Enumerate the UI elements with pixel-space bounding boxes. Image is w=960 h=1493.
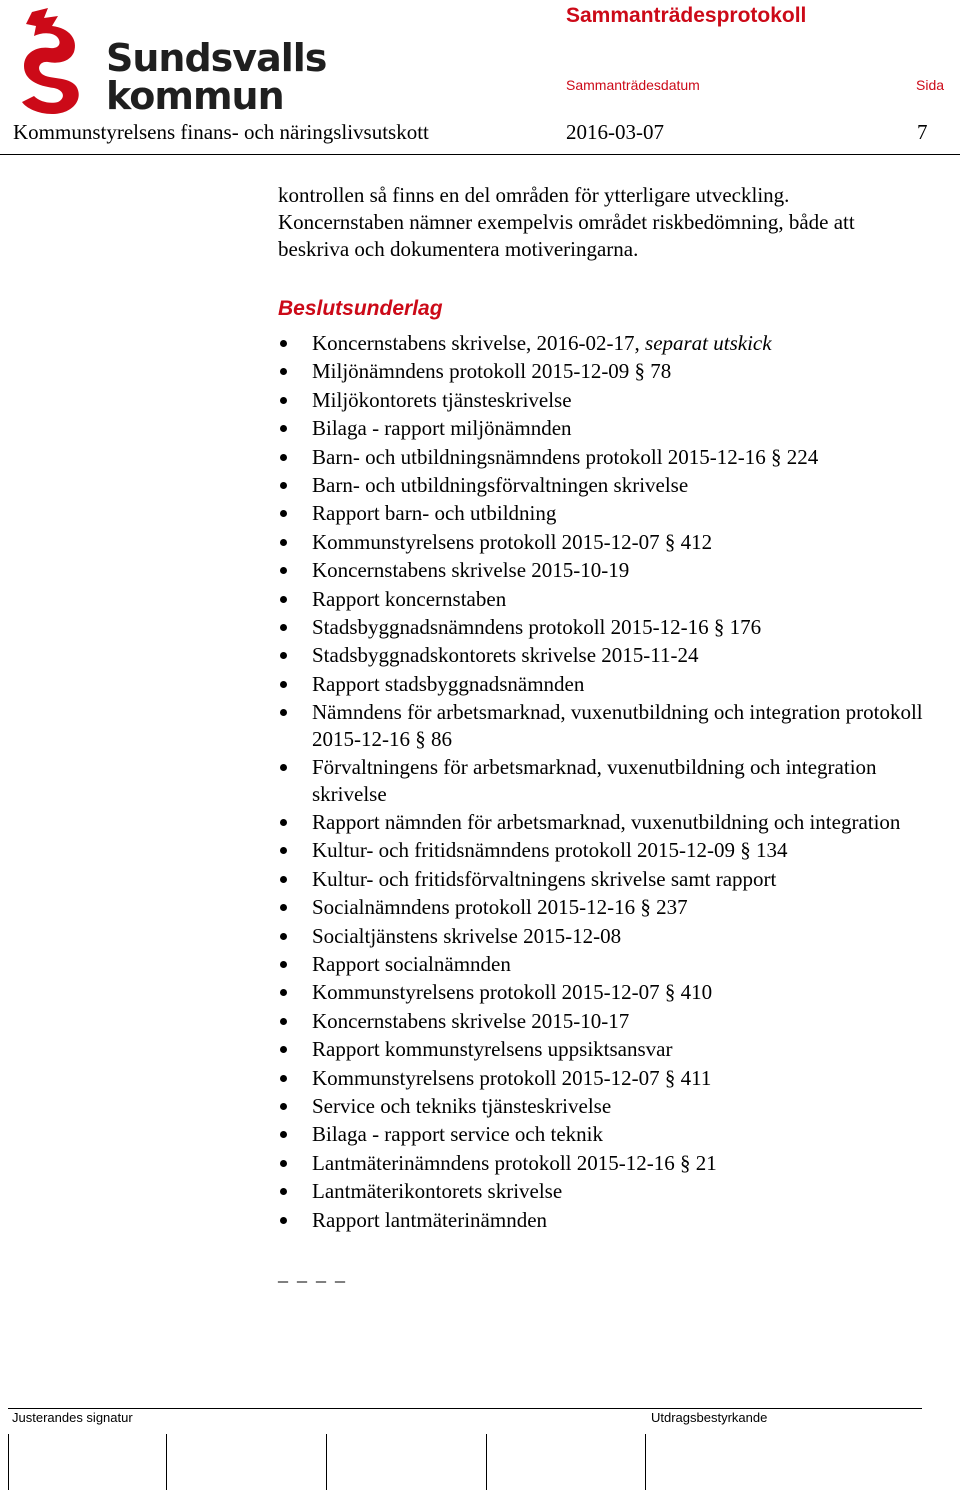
list-item xyxy=(278,837,948,864)
list-item-text: Kultur- och fritidsnämndens protokoll 2015-12-09 § 134 xyxy=(312,838,788,863)
bullet-icon xyxy=(280,1217,287,1224)
list-item xyxy=(278,1178,948,1205)
bullet-icon xyxy=(280,989,287,996)
list-item-text: Koncernstabens skrivelse 2015-10-19 xyxy=(312,558,630,583)
list-item-text: Stadsbyggnadsnämndens protokoll 2015-12-16 § 176 xyxy=(312,614,762,639)
list-item-text: Rapport barn- och utbildning xyxy=(312,501,557,526)
bullet-icon xyxy=(280,596,287,603)
list-item xyxy=(278,979,948,1006)
list-item-text: Lantmäterikontorets skrivelse xyxy=(312,1179,563,1204)
list-item xyxy=(278,866,948,893)
list-item-text: Rapport kommunstyrelsens uppsiktsansvar xyxy=(312,1037,673,1062)
bullet-icon xyxy=(280,681,287,688)
list-item xyxy=(278,387,948,414)
list-item xyxy=(278,1150,948,1177)
list-item xyxy=(278,586,948,613)
bullet-icon xyxy=(280,624,287,631)
bullet-icon xyxy=(280,1046,287,1053)
list-item-text: Bilaga - rapport miljönämnden xyxy=(312,416,572,441)
list-item xyxy=(278,1121,948,1148)
list-item-italic-text: separat utskick xyxy=(645,331,772,355)
signature-label: Justerandes signatur xyxy=(12,1410,133,1425)
bullet-icon xyxy=(280,961,287,968)
list-item-text: Miljönämndens protokoll 2015-12-09 § 78 xyxy=(312,359,672,384)
list-item xyxy=(278,1207,948,1234)
intro-line: Koncernstaben nämner exempelvis området riskbedömning, både att xyxy=(278,210,855,234)
list-item xyxy=(278,754,948,807)
bullet-icon xyxy=(280,1103,287,1110)
bullet-icon xyxy=(280,425,287,432)
list-item-text: Rapport nämnden för arbetsmarknad, vuxenutbildning och integration xyxy=(312,810,901,835)
list-item xyxy=(278,671,948,698)
signature-box-divider xyxy=(8,1434,9,1490)
list-item xyxy=(278,642,948,669)
logo-text-line1: Sundsvalls xyxy=(106,36,327,80)
page-label: Sida xyxy=(916,77,945,93)
list-item-text: Stadsbyggnadskontorets skrivelse 2015-11-24 xyxy=(312,643,699,668)
sundsvalls-kommun-logo xyxy=(18,6,327,118)
list-item-text: Kommunstyrelsens protokoll 2015-12-07 § 411 xyxy=(312,1065,712,1090)
document-body xyxy=(278,182,948,1286)
meeting-date: 2016-03-07 xyxy=(566,120,664,144)
meeting-date-label: Sammanträdesdatum xyxy=(566,77,700,93)
bullet-icon xyxy=(280,1075,287,1082)
signature-box-divider xyxy=(486,1434,487,1490)
list-item-text: Rapport stadsbyggnadsnämnden xyxy=(312,671,585,696)
list-item xyxy=(278,444,948,471)
footer-divider xyxy=(8,1408,922,1409)
list-item-text: Miljökontorets tjänsteskrivelse xyxy=(312,387,572,412)
list-item-text: Rapport socialnämnden xyxy=(312,952,511,976)
list-item-text: Förvaltningens för arbetsmarknad, vuxenutbildning och integration skrivelse xyxy=(312,755,877,806)
bullet-icon xyxy=(280,847,287,854)
bullet-icon xyxy=(280,482,287,489)
list-item-text: Kommunstyrelsens protokoll 2015-12-07 § 412 xyxy=(312,529,713,554)
list-item-text: Barn- och utbildningsförvaltningen skrivelse xyxy=(312,472,689,497)
logo-text-line2: kommun xyxy=(106,74,284,118)
list-item-text: Socialnämndens protokoll 2015-12-16 § 237 xyxy=(312,895,688,920)
list-item xyxy=(278,1093,948,1120)
list-item-text: Service och tekniks tjänsteskrivelse xyxy=(312,1093,612,1118)
list-item-text: Bilaga - rapport service och teknik xyxy=(312,1122,603,1147)
signature-box-divider xyxy=(326,1434,327,1490)
list-item xyxy=(278,472,948,499)
bullet-icon xyxy=(280,904,287,911)
list-item xyxy=(278,1065,948,1092)
intro-paragraph xyxy=(278,182,948,263)
bullet-icon xyxy=(280,652,287,659)
list-item-text: Rapport lantmäterinämnden xyxy=(312,1207,548,1232)
list-item xyxy=(278,415,948,442)
bullet-icon xyxy=(280,567,287,574)
bullet-icon xyxy=(280,764,287,771)
list-item xyxy=(278,529,948,556)
bullet-icon xyxy=(280,709,287,716)
bullet-icon xyxy=(280,819,287,826)
end-mark: _ _ _ _ xyxy=(278,1263,347,1286)
list-item xyxy=(278,1036,948,1063)
bullet-icon xyxy=(280,1131,287,1138)
list-item xyxy=(278,557,948,584)
list-item xyxy=(278,1008,948,1035)
certification-label: Utdragsbestyrkande xyxy=(651,1410,768,1425)
signature-box-divider xyxy=(166,1434,167,1490)
list-item xyxy=(278,923,948,950)
list-item-text: Rapport koncernstaben xyxy=(312,586,507,611)
section-heading: Beslutsunderlag xyxy=(278,297,443,320)
list-item xyxy=(278,614,948,641)
bullet-icon xyxy=(280,1188,287,1195)
bullet-icon xyxy=(280,539,287,546)
list-item xyxy=(278,699,948,752)
list-item xyxy=(278,500,948,527)
list-item-text: Koncernstabens skrivelse, 2016-02-17, xyxy=(312,331,646,355)
list-item xyxy=(278,330,948,357)
list-item-text: Kommunstyrelsens protokoll 2015-12-07 § 410 xyxy=(312,980,713,1005)
page-number: 7 xyxy=(917,120,928,144)
dragon-emblem-icon xyxy=(18,6,88,116)
bullet-icon xyxy=(280,1160,287,1167)
committee-name: Kommunstyrelsens finans- och näringslivsutskott xyxy=(13,120,429,144)
list-item xyxy=(278,809,948,836)
list-item xyxy=(278,358,948,385)
bullet-icon xyxy=(280,454,287,461)
list-item xyxy=(278,894,948,921)
list-item-text: Lantmäterinämndens protokoll 2015-12-16 § 21 xyxy=(312,1150,717,1175)
signature-box-divider xyxy=(645,1434,646,1490)
list-item-text: Barn- och utbildningsnämndens protokoll 2015-12-16 § 224 xyxy=(312,444,819,469)
list-item-text: Socialtjänstens skrivelse 2015-12-08 xyxy=(312,923,622,948)
bullet-icon xyxy=(280,340,287,347)
header-divider xyxy=(0,154,960,155)
list-item xyxy=(278,951,948,978)
decision-basis-list xyxy=(278,330,948,1233)
intro-line: beskriva och dokumentera motiveringarna. xyxy=(278,237,639,261)
list-item-text: Kultur- och fritidsförvaltningens skrivelse samt rapport xyxy=(312,866,777,891)
document-type-title: Sammanträdesprotokoll xyxy=(566,4,807,27)
bullet-icon xyxy=(280,933,287,940)
intro-line: kontrollen så finns en del områden för ytterligare utveckling. xyxy=(278,183,790,207)
bullet-icon xyxy=(280,1018,287,1025)
bullet-icon xyxy=(280,397,287,404)
bullet-icon xyxy=(280,510,287,517)
list-item-text: Koncernstabens skrivelse 2015-10-17 xyxy=(312,1008,630,1033)
bullet-icon xyxy=(280,368,287,375)
list-item-text: Nämndens för arbetsmarknad, vuxenutbildning och integration protokoll 2015-12-16 § 86 xyxy=(312,700,923,751)
bullet-icon xyxy=(280,876,287,883)
